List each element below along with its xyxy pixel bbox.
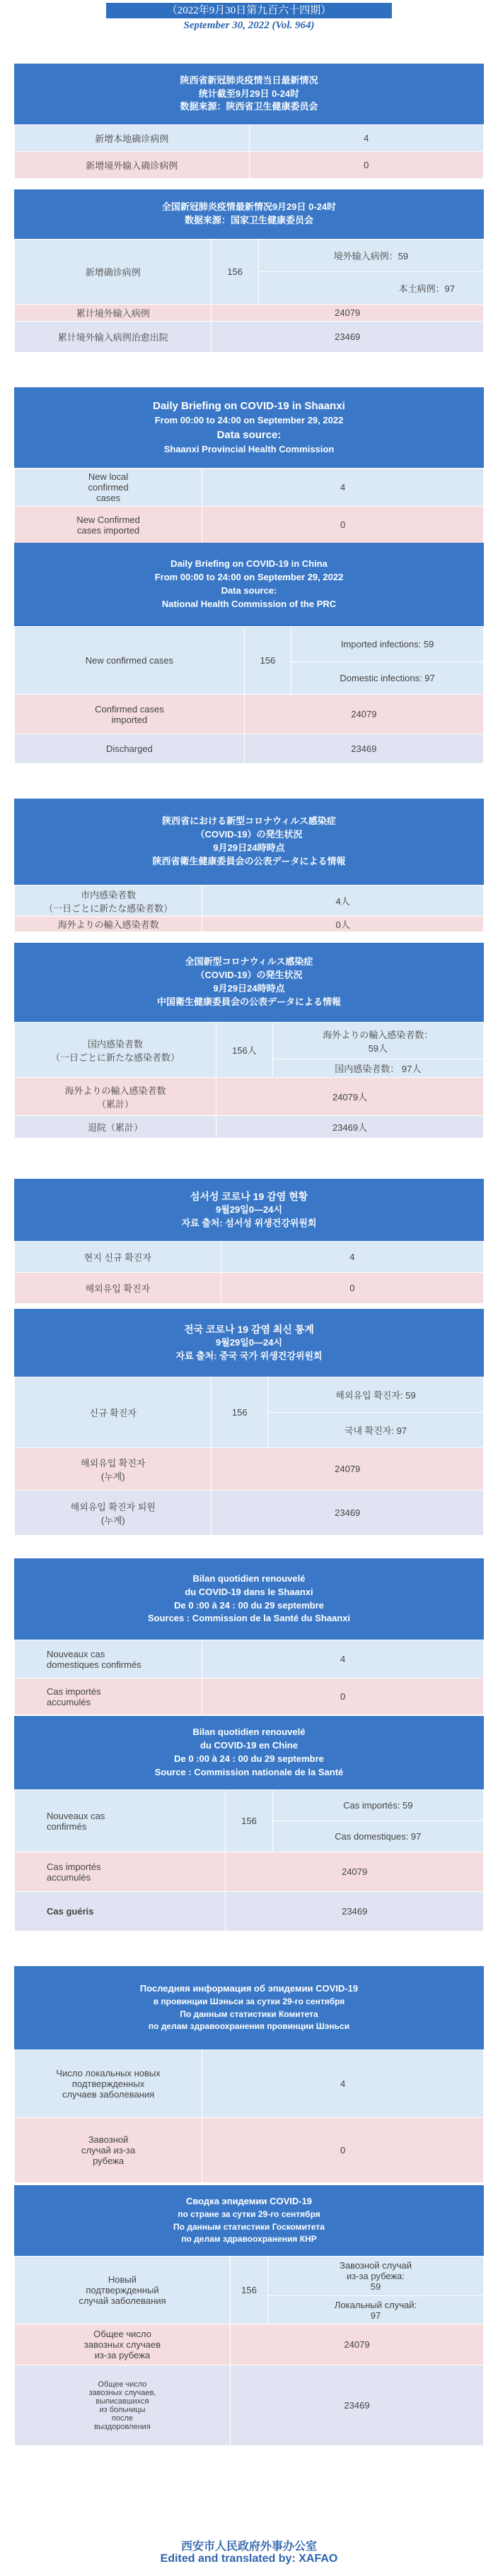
table-row: 国内感染者数 （一日ごとに新たな感染者数） 156人 海外よりの輸入感染者数： 59人	[15, 1023, 484, 1059]
jp-shaanxi-title: 陝西省における新型コロナウィルス感染症 （COVID-19）の発生状況 9月29日24時時点 陝西省衛生健康委員会の公表データによる情報	[14, 799, 484, 885]
kr-china-section	[14, 1309, 484, 1536]
issue-date-banner: （2022年9月30日第九百六十四期）	[106, 3, 392, 18]
fr-shaanxi-table	[14, 1640, 484, 1715]
ru-china-section	[14, 2185, 484, 2446]
kr-shaanxi-title: 섬서성 코로나 19 감염 현황 9월29일0—24시 자료 출처: 섬서성 위생건강위원회	[14, 1179, 484, 1241]
table-row: New local confirmed cases 4	[15, 469, 484, 507]
table-row: 海外よりの輸入感染者数 0人	[15, 917, 484, 932]
table-row: New confirmed cases 156 Imported infections: 59	[15, 627, 484, 662]
issue-volume: September 30, 2022 (Vol. 964)	[183, 20, 315, 31]
table-row: Domestic infections: 97	[15, 662, 484, 695]
en-shaanxi-section	[14, 387, 484, 543]
jp-china-table	[14, 1022, 484, 1139]
cn-shaanxi-title: 陕西省新冠肺炎疫情当日最新情况 统计截至9月29日 0-24时 数据来源：陕西省卫生健康委员会	[14, 64, 484, 124]
table-row: New Confirmed cases imported 0	[15, 507, 484, 543]
cn-shaanxi-section	[14, 64, 484, 179]
table-row: Nouveaux cas confirmés 156 Cas importés: 59	[15, 1790, 484, 1821]
table-row: 新增境外输入确诊病例 0	[15, 152, 484, 179]
en-china-table	[14, 626, 484, 764]
table-row: Nouveaux cas domestiques confirmés 4	[15, 1640, 484, 1678]
table-row: 累计境外输入病例治愈出院 23469	[15, 322, 484, 353]
table-row: Общее число завозных случаев из-за рубежа 24079	[15, 2324, 484, 2365]
kr-china-table	[14, 1377, 484, 1536]
table-row: 국내 확진자: 97	[15, 1413, 484, 1448]
table-row: 新增确诊病例 156 境外输入病例：59	[15, 240, 484, 272]
en-shaanxi-table	[14, 468, 484, 543]
cn-china-section	[14, 189, 484, 353]
jp-china-title: 全国新型コロナウィルス感染症 （COVID-19）の発生状況 9月29日24時時点 中国衛生健康委員会の公表データによる情報	[14, 943, 484, 1022]
kr-shaanxi-table	[14, 1241, 484, 1304]
table-row: 累计境外输入病例 24079	[15, 305, 484, 322]
cn-shaanxi-table	[14, 124, 484, 179]
table-row: Общее число завозных случаев, выписавшихся из больницы после выздоровления 23469	[15, 2365, 484, 2446]
ru-shaanxi-section	[14, 1966, 484, 2183]
table-row: 退院（累計） 23469人	[15, 1116, 484, 1139]
table-row: 신규 확진자 156 해외유입 확진자: 59	[15, 1377, 484, 1413]
fr-china-section	[14, 1716, 484, 1931]
table-row: 현지 신규 확진자 4	[15, 1242, 484, 1273]
jp-shaanxi-table	[14, 885, 484, 932]
fr-shaanxi-title: Bilan quotidien renouvelé du COVID-19 dans le Shaanxi De 0 :00 à 24 : 00 du 29 septembre Sources : Commission de la Santé du Shaanxi	[14, 1558, 484, 1640]
ru-china-table	[14, 2256, 484, 2446]
table-row: Confirmed cases imported 24079	[15, 695, 484, 734]
kr-shaanxi-section	[14, 1179, 484, 1304]
fr-shaanxi-section	[14, 1558, 484, 1715]
table-row: 市内感染者数 （一日ごとに新たな感染者数） 4人	[15, 886, 484, 917]
table-row: Cas guéris 23469	[15, 1892, 484, 1931]
footer-org: 西安市人民政府外事办公室	[180, 2541, 317, 2553]
en-china-title: Daily Briefing on COVID-19 in China From 00:00 to 24:00 on September 29, 2022 Data source: National Health Commission of the PRC	[14, 543, 484, 626]
fr-china-title: Bilan quotidien renouvelé du COVID-19 en Chine De 0 :00 à 24 : 00 du 29 septembre Source : Commission nationale de la Santé	[14, 1716, 484, 1789]
en-shaanxi-title: Daily Briefing on COVID-19 in Shaanxi From 00:00 to 24:00 on September 29, 2022 Data source: Shaanxi Provincial Health Commission	[14, 387, 484, 468]
table-row: 新增本地确诊病例 4	[15, 125, 484, 152]
table-row: Число локальных новых подтвержденных случаев заболевания 4	[15, 2050, 484, 2118]
ru-shaanxi-table	[14, 2049, 484, 2183]
footer-credit: Edited and translated by: XAFAO	[160, 2553, 338, 2565]
jp-china-section	[14, 943, 484, 1139]
fr-china-table	[14, 1789, 484, 1931]
table-row: Cas domestiques: 97	[15, 1821, 484, 1852]
cn-china-title: 全国新冠肺炎疫情最新情况9月29日 0-24时 数据来源：国家卫生健康委员会	[14, 189, 484, 239]
cn-china-table	[14, 239, 484, 353]
ru-shaanxi-title: Последняя информация об эпидемии COVID-19 в провинции Шэньси за сутки 29-го сентября По данным статистики Комитета по делам здравоохранения провинции Шэньси	[14, 1966, 484, 2049]
table-row: Cas importés accumulés 0	[15, 1678, 484, 1715]
jp-shaanxi-section	[14, 799, 484, 932]
table-row: Завозной случай из-за рубежа 0	[15, 2118, 484, 2183]
en-china-section	[14, 543, 484, 764]
table-row: Cas importés accumulés 24079	[15, 1852, 484, 1892]
kr-china-title: 전국 코로나 19 감염 최신 통계 9월29일0—24시 자료 출처: 중국 국가 위생건강위원회	[14, 1309, 484, 1377]
table-row: 国内感染者数： 97人	[15, 1059, 484, 1078]
table-row: Discharged 23469	[15, 734, 484, 764]
table-row: 해외유입 확진자 0	[15, 1273, 484, 1304]
table-row: 本土病例：97	[15, 272, 484, 305]
table-row: 해외유입 확진자 퇴원 (누계) 23469	[15, 1490, 484, 1536]
ru-china-title: Сводка эпидемии COVID-19 по стране за сутки 29-го сентября По данным статистики Госкомитета по делам здравоохранения КНР	[14, 2185, 484, 2256]
table-row: Локальный случай: 97	[15, 2296, 484, 2324]
table-row: 해외유입 확진자 (누계) 24079	[15, 1448, 484, 1490]
table-row: Новый подтвержденный случай заболевания 156 Завозной случай из-за рубежа: 59	[15, 2257, 484, 2296]
table-row: 海外よりの輸入感染者数 （累計） 24079人	[15, 1078, 484, 1116]
